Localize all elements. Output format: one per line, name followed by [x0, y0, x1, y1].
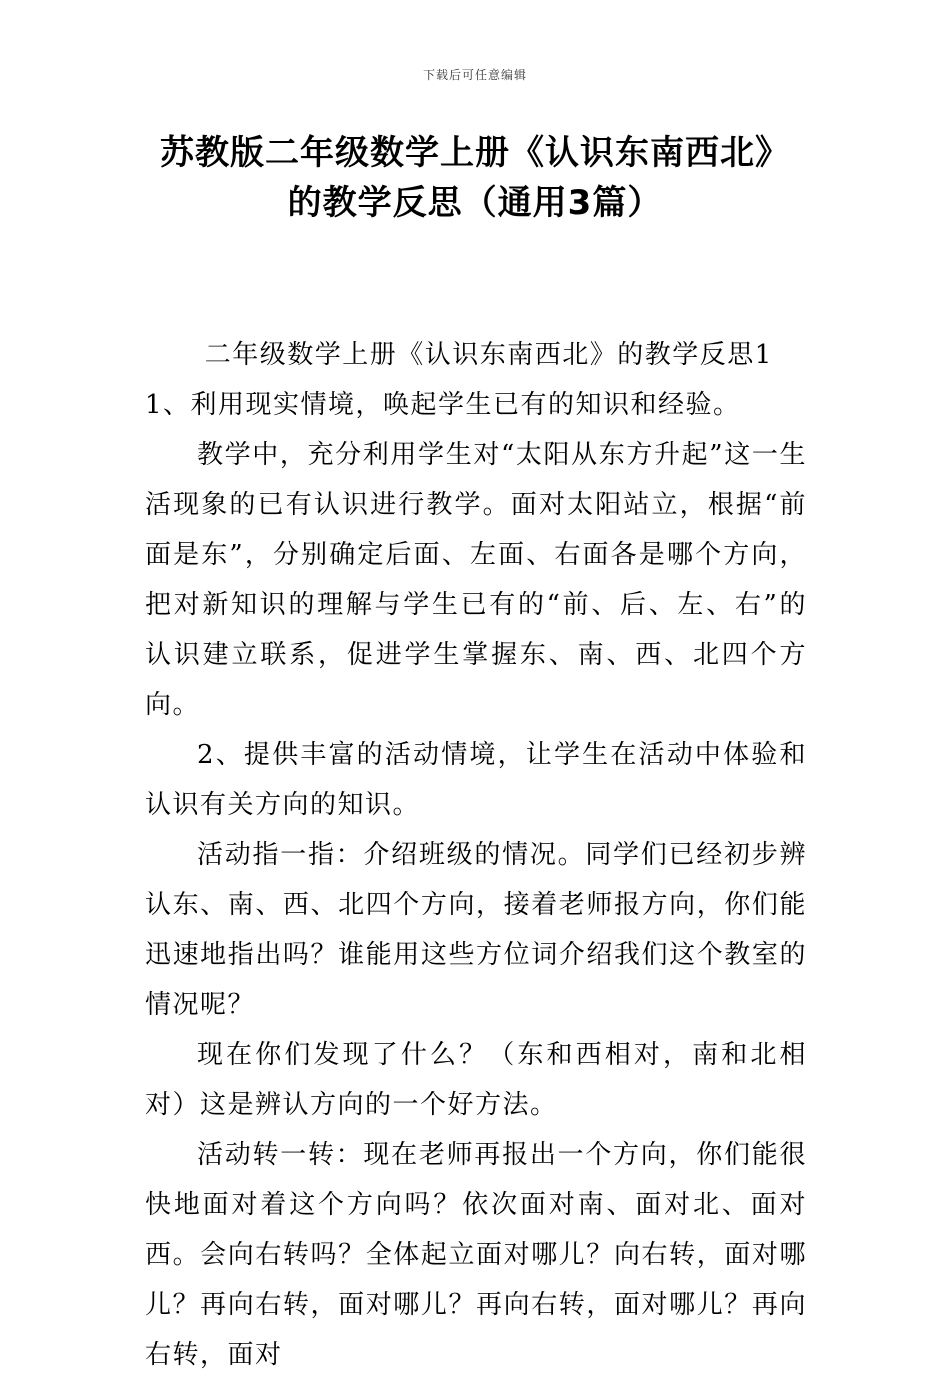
paragraph-3: 2、提供丰富的活动情境，让学生在活动中体验和认识有关方向的知识。 [145, 740, 807, 820]
document-title [100, 128, 850, 228]
header-note: 下载后可任意编辑 [422, 68, 527, 82]
title-line-2: 的教学反思（通用3篇） [287, 183, 663, 223]
title-line-1: 苏教版二年级数学上册《认识东南西北》 [160, 133, 790, 173]
paragraph-5: 现在你们发现了什么？（东和西相对，南和北相对）这是辨认方向的一个好方法。 [145, 1040, 807, 1120]
section-heading: 二年级数学上册《认识东南西北》的教学反思1 [204, 340, 773, 370]
paragraph-1: 1、利用现实情境，唤起学生已有的知识和经验。 [145, 390, 741, 420]
paragraph-4: 活动指一指：介绍班级的情况。同学们已经初步辨认东、南、西、北四个方向，接着老师报方向，你们能迅速地指出吗？谁能用这些方位词介绍我们这个教室的情况呢？ [145, 840, 807, 1020]
document-body [145, 330, 807, 1380]
paragraph-2: 教学中，充分利用学生对“太阳从东方升起”这一生活现象的已有认识进行教学。面对太阳站立，根据“前面是东”，分别确定后面、左面、右面各是哪个方向，把对新知识的理解与学生已有的“前、后、左、右”的认识建立联系，促进学生掌握东、南、西、北四个方向。 [145, 440, 807, 720]
paragraph-6: 活动转一转：现在老师再报出一个方向，你们能很快地面对着这个方向吗？依次面对南、面对北、面对西。会向右转吗？全体起立面对哪儿？向右转，面对哪儿？再向右转，面对哪儿？再向右转，面对哪儿？再向右转，面对 [145, 1140, 807, 1370]
